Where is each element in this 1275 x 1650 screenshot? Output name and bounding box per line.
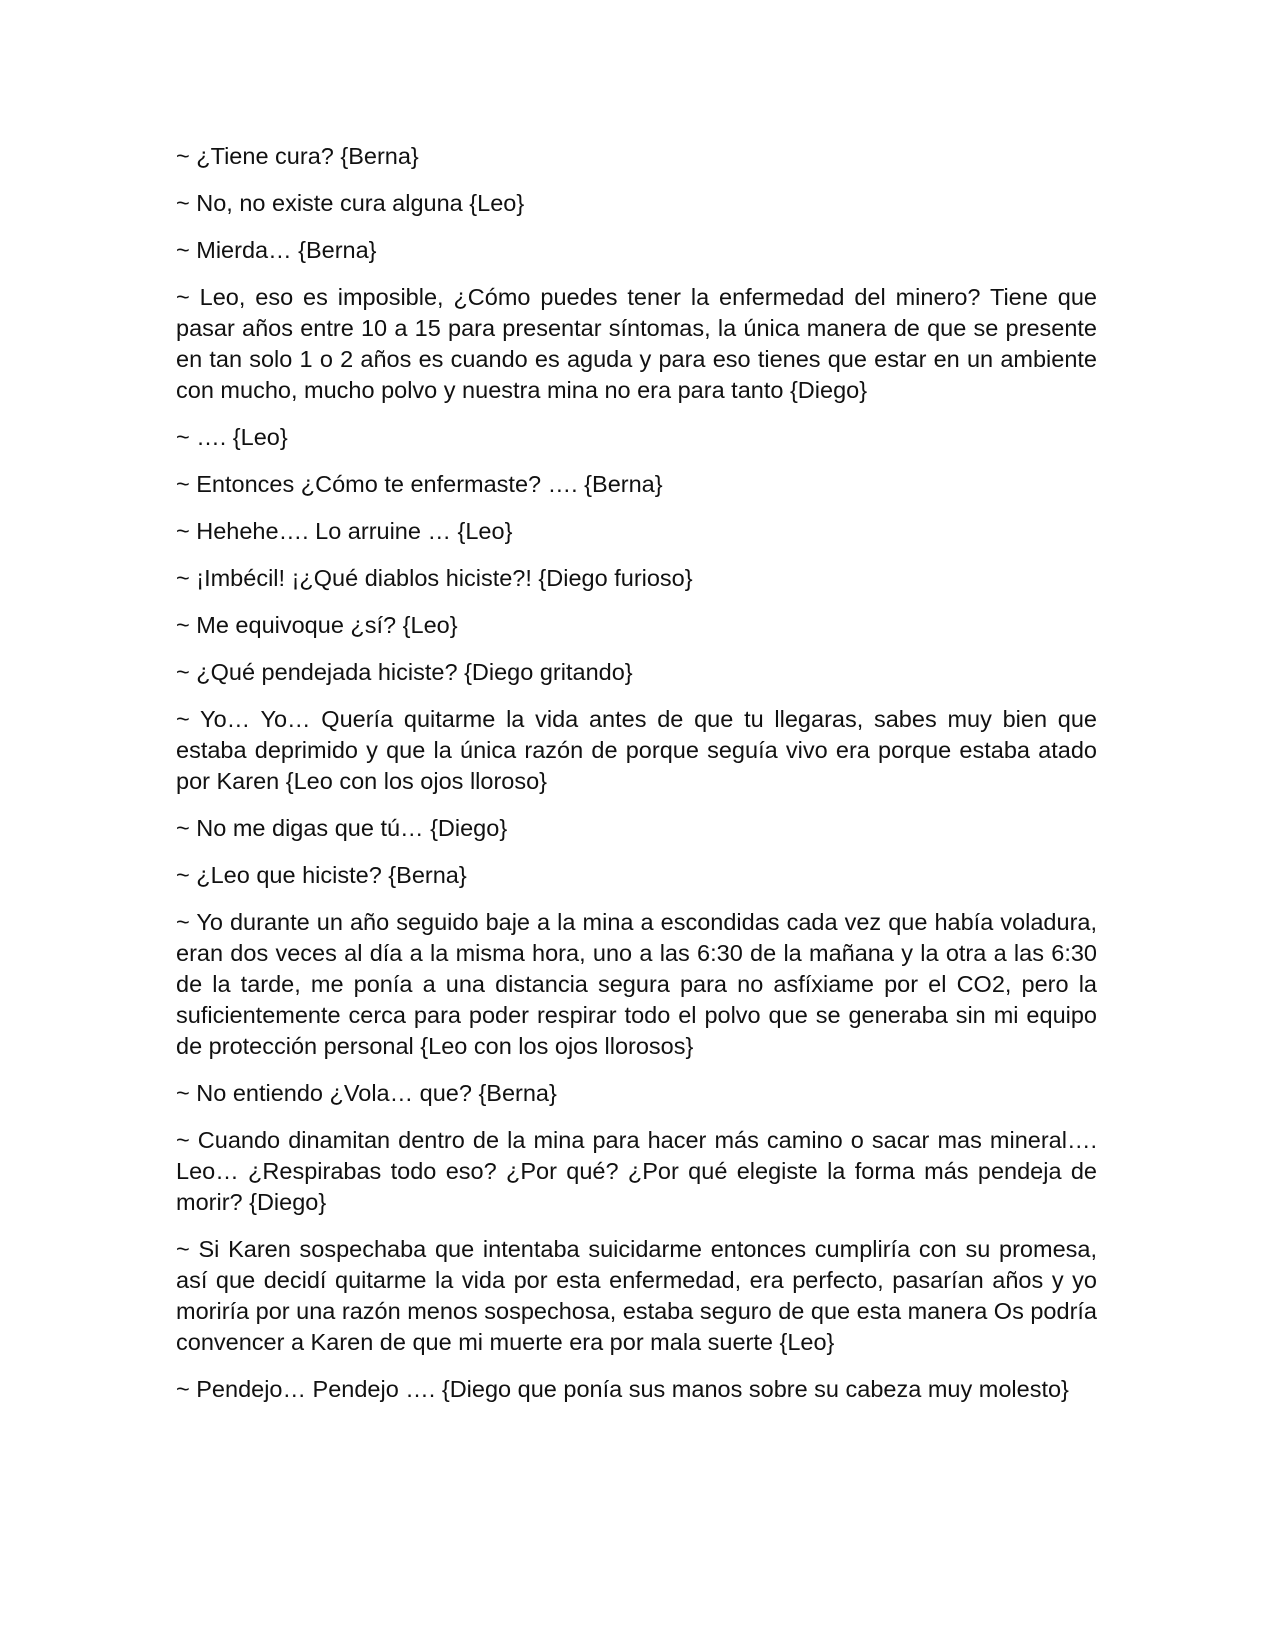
dialogue-line: ~ Si Karen sospechaba que intentaba suicidarme entonces cumpliría con su promesa, así que decidí quitarme la vida por esta enfermedad, era perfecto, pasarían años y yo moriría por una razón menos sospechosa, estaba seguro de que esta manera Os podría convencer a Karen de que mi muerte era por mala suerte {Leo} — [176, 1236, 1097, 1355]
dialogue-line: ~ ¿Tiene cura? {Berna} — [176, 143, 419, 169]
dialogue-line: ~ Cuando dinamitan dentro de la mina para hacer más camino o sacar mas mineral…. Leo… ¿Respirabas todo eso? ¿Por qué? ¿Por qué elegiste la forma más pendeja de morir? {Diego} — [176, 1127, 1097, 1215]
dialogue-line: ~ Mierda… {Berna} — [176, 237, 377, 263]
dialogue-line: ~ ¡Imbécil! ¡¿Qué diablos hiciste?! {Diego furioso} — [176, 565, 693, 591]
dialogue-line: ~ Yo… Yo… Quería quitarme la vida antes de que tu llegaras, sabes muy bien que estaba deprimido y que la única razón de porque seguía vivo era porque estaba atado por Karen {Leo con los ojos lloroso} — [176, 706, 1097, 794]
dialogue-line: ~ No me digas que tú… {Diego} — [176, 815, 508, 841]
dialogue-line: ~ No, no existe cura alguna {Leo} — [176, 190, 525, 216]
dialogue-line: ~ Pendejo… Pendejo …. {Diego que ponía sus manos sobre su cabeza muy molesto} — [176, 1376, 1069, 1402]
dialogue-line: ~ Leo, eso es imposible, ¿Cómo puedes tener la enfermedad del minero? Tiene que pasar años entre 10 a 15 para presentar síntomas, la única manera de que se presente en tan solo 1 o 2 años es cuando es aguda y para eso tienes que estar en un ambiente con mucho, mucho polvo y nuestra mina no era para tanto {Diego} — [176, 284, 1097, 403]
dialogue-line: ~ Entonces ¿Cómo te enfermaste? …. {Berna} — [176, 471, 663, 497]
dialogue-line: ~ ¿Leo que hiciste? {Berna} — [176, 862, 467, 888]
document-page — [176, 141, 1097, 1421]
dialogue-line: ~ Yo durante un año seguido baje a la mina a escondidas cada vez que había voladura, eran dos veces al día a la misma hora, uno a las 6:30 de la mañana y la otra a las 6:30 de la tarde, me ponía a una distancia segura para no asfíxiame por el CO2, pero la suficientemente cerca para poder respirar todo el polvo que se generaba sin mi equipo de protección personal {Leo con los ojos llorosos} — [176, 909, 1097, 1059]
dialogue-line: ~ …. {Leo} — [176, 424, 288, 450]
dialogue-line: ~ Me equivoque ¿sí? {Leo} — [176, 612, 458, 638]
dialogue-line: ~ No entiendo ¿Vola… que? {Berna} — [176, 1080, 557, 1106]
dialogue-line: ~ Hehehe…. Lo arruine … {Leo} — [176, 518, 513, 544]
dialogue-line: ~ ¿Qué pendejada hiciste? {Diego gritando} — [176, 659, 633, 685]
